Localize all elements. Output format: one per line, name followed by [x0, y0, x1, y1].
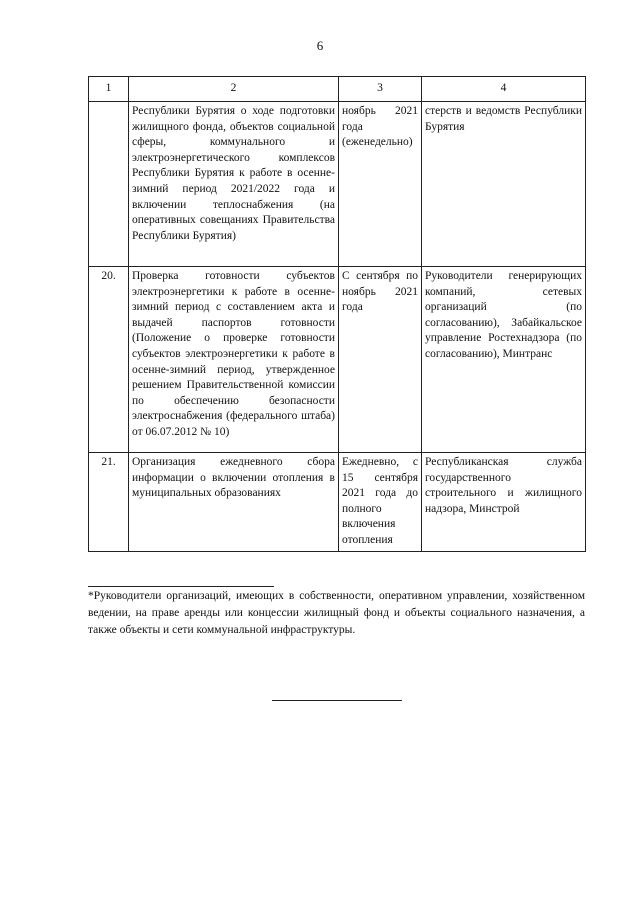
- term-cell: С сентября по ноябрь 2021 года: [339, 267, 422, 453]
- table-row: [89, 453, 586, 552]
- header-cell-4: 4: [422, 77, 586, 102]
- event-cell: Организация ежедневного сбора информации о включении отопления в муниципальных образованиях: [129, 453, 339, 552]
- event-cell: Проверка готовности субъектов электроэнергетики к работе в осенне-зимний период с составлением акта и выдачей паспортов готовности (Положение о проверке готовности субъектов электроэнергетики к работе в осенне-зимний период, утвержденное решением Правительственной комиссии по обеспечению безопасности электроснабжения (федерального штаба) от 06.07.2012 № 10): [129, 267, 339, 453]
- table-header-row: [89, 77, 586, 102]
- event-cell: Республики Бурятия о ходе подготовки жилищного фонда, объектов социальной сферы, коммунального и электроэнергетического комплексов Республики Бурятия к работе в осенне-зимний период 2021/2022 года и включении теплоснабжения (на оперативных совещаниях Правительства Республики Бурятия): [129, 102, 339, 267]
- row-number: [89, 102, 129, 267]
- table-row: [89, 267, 586, 453]
- plan-table: [88, 76, 586, 552]
- responsible-cell: Республиканская служба государственного строительного и жилищного надзора, Минстрой: [422, 453, 586, 552]
- responsible-cell: стерств и ведомств Республики Бурятия: [422, 102, 586, 267]
- table-row: [89, 102, 586, 267]
- responsible-cell: Руководители генерирующих компаний, сетевых организаций (по согласованию), Забайкальское управление Ростехнадзора (по согласованию), Минтранс: [422, 267, 586, 453]
- end-of-document-line: [272, 700, 402, 701]
- term-cell: Ежедневно, с 15 сентября 2021 года до полного включения отопления: [339, 453, 422, 552]
- term-cell: ноябрь 2021 года (еженедельно): [339, 102, 422, 267]
- header-cell-2: 2: [129, 77, 339, 102]
- row-number: 20.: [89, 267, 129, 453]
- footnote-divider: [88, 586, 274, 587]
- header-cell-3: 3: [339, 77, 422, 102]
- page-number: 6: [316, 38, 324, 53]
- header-cell-1: 1: [89, 77, 129, 102]
- footnote: *Руководители организаций, имеющих в собственности, оперативном управлении, хозяйственном ведении, на праве аренды или концессии жилищный фонд и объекты социального назначения, а также объекты и сети коммунальной инфраструктуры.: [88, 590, 585, 636]
- row-number: 21.: [89, 453, 129, 552]
